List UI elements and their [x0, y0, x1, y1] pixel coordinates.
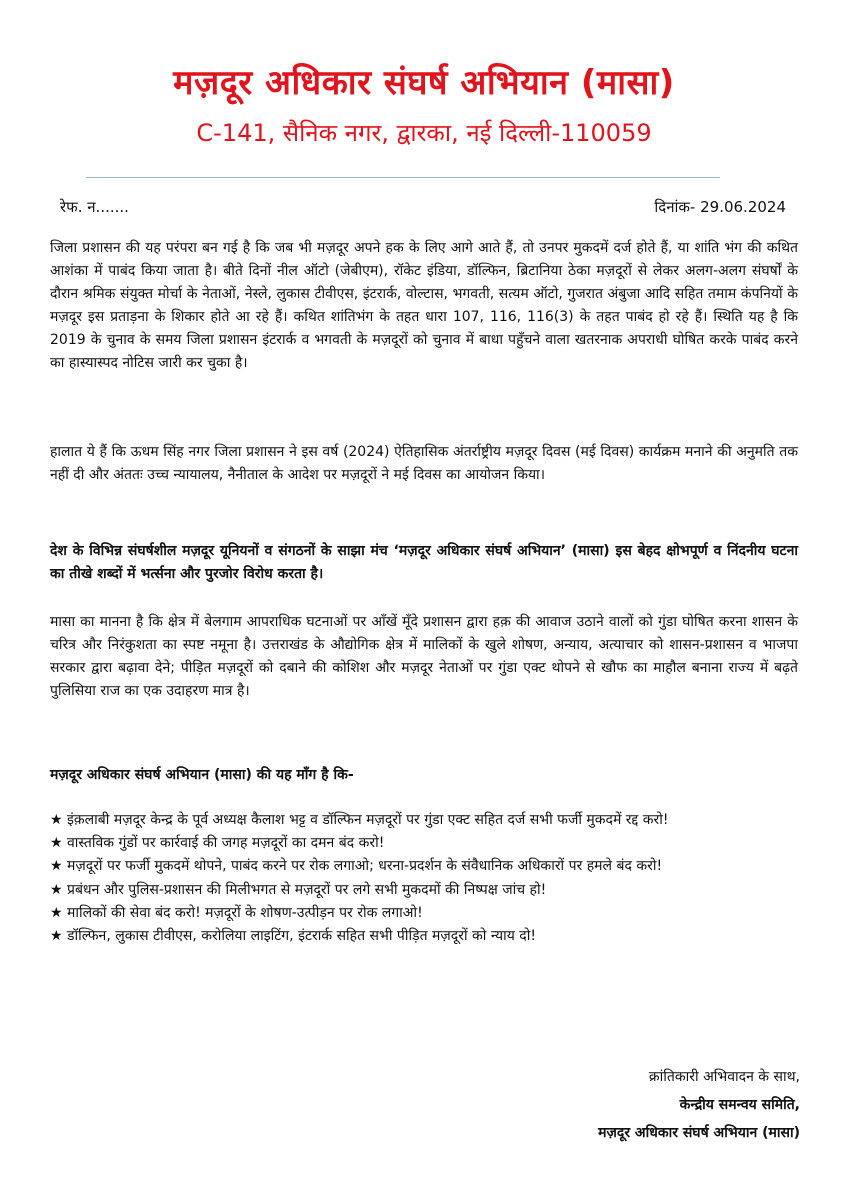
- star-icon: ★: [50, 812, 63, 828]
- demand-text: प्रबंधन और पुलिस-प्रशासन की मिलीभगत से मज़दूरों पर लगे सभी मुकदमों की निष्पक्ष जांच हो!: [67, 881, 547, 898]
- demands-heading: मज़दूर अधिकार संघर्ष अभियान (मासा) की यह माँग है कि-: [50, 767, 354, 783]
- demand-item: [50, 832, 790, 855]
- committee-name: केन्द्रीय समन्वय समिति,: [679, 1097, 800, 1113]
- paragraph-2: हालात ये हैं कि ऊधम सिंह नगर जिला प्रशासन ने इस वर्ष (2024) ऐतिहासिक अंतर्राष्ट्रीय मज़दूर दिवस (मई दिवस) कार्यक्रम मनाने की अनुमति तक नहीं दी और अंततः उच्च न्यायालय, नैनीताल के आदेश पर मज़दूरों ने मई दिवस का आयोजन किया।: [50, 444, 798, 483]
- star-icon: ★: [50, 835, 63, 852]
- demand-item: [50, 809, 790, 832]
- demand-text: मज़दूरों पर फर्जी मुकदमें थोपने, पाबंद करने पर रोक लगाओ; धरना-प्रदर्शन के संवैधानिक अधिकारों पर हमले बंद करो!: [67, 858, 663, 875]
- letter-date: दिनांक- 29.06.2024: [654, 198, 786, 216]
- paragraph-1: जिला प्रशासन की यह परंपरा बन गई है कि जब भी मज़दूर अपने हक के लिए आगे आते हैं, तो उनपर मुकदमें दर्ज होते हैं, या शांति भंग की कथित आशंका में पाबंद किया जाता है। बीते दिनों नील ऑटो (जेबीएम), रॉकेट इंडिया, डॉल्फिन, ब्रिटानिया ठेका मज़दूरों से लेकर अलग-अलग संघर्षों के दौरान श्रमिक संयुक्त मोर्चा के नेताओं, नेस्ले, लुकास टीवीएस, इंटरार्क, वोल्टास, भगवती, सत्यम ऑटो, गुजरात अंबुजा आदि सहित तमाम कंपनियों के मज़दूर इस प्रताड़ना के शिकार होते आ रहे हैं। कथित शांतिभंग के तहत धारा 107, 116, 116(3) के तहत पाबंद हो रहे हैं। स्थिति यह है कि 2019 के चुनाव के समय जिला प्रशासन इंटरार्क व भगवती के मज़दूरों को चुनाव में बाधा पहुँचने वाला खतरनाक अपराधी घोषित करके पाबंद करने का हास्यास्पद नोटिस जारी कर चुका है।: [50, 240, 798, 371]
- demand-text: इंक़लाबी मज़दूर केन्द्र के पूर्व अध्यक्ष कैलाश भट्ट व डॉल्फिन मज़दूरों पर गुंडा एक्ट सहित दर्ज सभी फर्जी मुकदमें रद्द करो!: [67, 812, 669, 828]
- demand-text: डॉल्फिन, लुकास टीवीएस, करोलिया लाइटिंग, इंटरार्क सहित सभी पीड़ित मज़दूरों को न्याय दो!: [67, 928, 536, 945]
- reference-number: रेफ. न.......: [60, 198, 129, 216]
- paragraph-3-statement: देश के विभिन्न संघर्षशील मज़दूर यूनियनों व संगठनों के साझा मंच ‘मज़दूर अधिकार संघर्ष अभियान’ (मासा) इस बेहद क्षोभपूर्ण व निंदनीय घटना का तीखे शब्दों में भर्त्सना और पुरजोर विरोध करता है।: [50, 543, 798, 582]
- header-divider: [86, 177, 720, 178]
- letterhead: [0, 60, 848, 150]
- demand-text: मालिकों की सेवा बंद करो! मज़दूरों के शोषण-उत्पीड़न पर रोक लगाओ!: [67, 904, 423, 921]
- star-icon: ★: [50, 858, 63, 875]
- signing-organization: मज़दूर अधिकार संघर्ष अभियान (मासा): [598, 1125, 800, 1141]
- paragraph-4: मासा का मानना है कि क्षेत्र में बेलगाम आपराधिक घटनाओं पर आँखें मूँदे प्रशासन द्वारा हक़ की आवाज उठाने वालों को गुंडा घोषित करना शासन के चरित्र और निरंकुशता का स्पष्ट नमूना है। उत्तराखंड के औद्योगिक क्षेत्र में मालिकों के खुले शोषण, अन्याय, अत्याचार को शासन-प्रशासन व भाजपा सरकार द्वारा बढ़ावा देने; पीड़ित मज़दूरों को दबाने की कोशिश और मज़दूर नेताओं पर गुंडा एक्ट थोपने से खौफ का माहौल बनाना राज्य में बढ़ते पुलिसिया राज का एक उदाहरण मात्र है।: [50, 614, 798, 699]
- signature-block: [598, 1063, 800, 1147]
- demand-item: [50, 855, 790, 878]
- organization-address: C-141, सैनिक नगर, द्वारका, नई दिल्ली-110059: [196, 119, 652, 147]
- demand-item: [50, 925, 790, 948]
- star-icon: ★: [50, 881, 63, 898]
- demand-item: [50, 902, 790, 925]
- demand-text: वास्तविक गुंडों पर कार्रवाई की जगह मज़दूरों का दमन बंद करो!: [67, 835, 385, 852]
- demands-list: [50, 809, 790, 948]
- star-icon: ★: [50, 904, 63, 921]
- demand-item: [50, 879, 790, 902]
- organization-title: मज़दूर अधिकार संघर्ष अभियान (मासा): [173, 63, 675, 103]
- star-icon: ★: [50, 928, 63, 945]
- greeting-line: क्रांतिकारी अभिवादन के साथ,: [648, 1069, 800, 1085]
